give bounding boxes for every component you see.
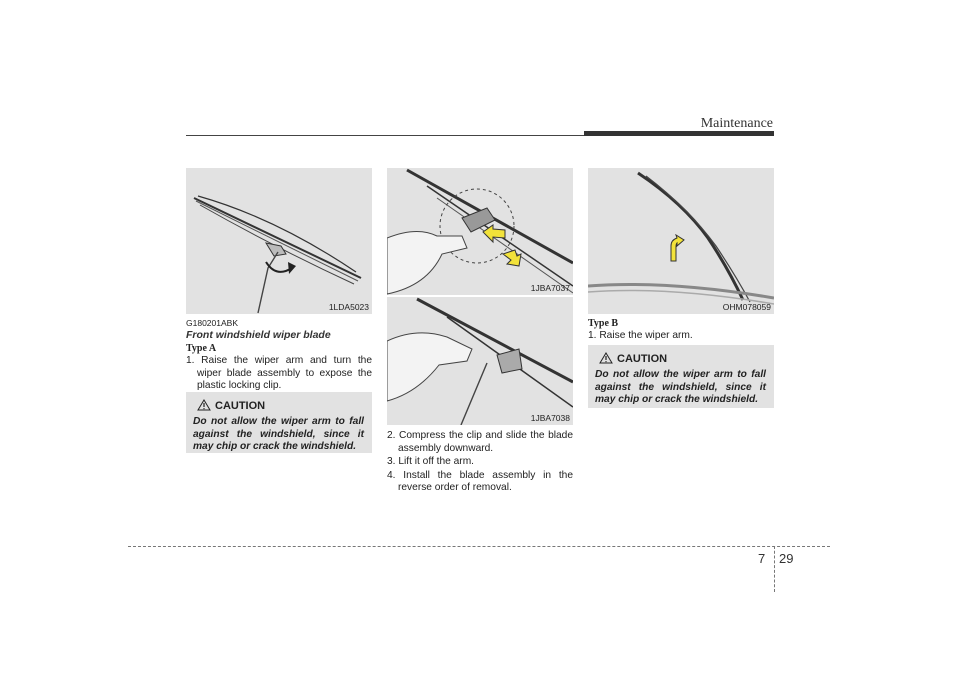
caution-title: CAUTION [215, 400, 266, 412]
chapter-number: 7 [758, 551, 766, 566]
push-arrow-icon [481, 224, 507, 244]
page-number: 29 [779, 551, 794, 566]
figure-code-top: 1JBA7037 [530, 283, 570, 293]
caution-title: CAUTION [617, 353, 668, 365]
caution-box [588, 345, 774, 408]
section-heading: Front windshield wiper blade [186, 329, 331, 341]
figure-code: OHM078059 [722, 302, 771, 312]
type-b-label: Type B [588, 318, 619, 329]
type-a-steps [186, 355, 372, 394]
doc-code: G180201ABK [186, 318, 238, 328]
raise-arm-illustration [588, 168, 774, 314]
figure-code-bottom: 1JBA7038 [530, 413, 570, 423]
warning-triangle-icon [197, 399, 211, 411]
step-2: 2. Compress the clip and slide the blade assembly downward. [387, 430, 573, 454]
caution-text: Do not allow the wiper arm to fall against the windshield, since it may chip or crack the windshield. [193, 416, 364, 452]
step-1: 1. Raise the wiper arm and turn the wiper blade assembly to expose the plastic locking clip. [186, 355, 372, 392]
caution-text: Do not allow the wiper arm to fall against the windshield, since it may chip or crack the windshield. [595, 369, 766, 405]
clip-compress-illustration [387, 168, 573, 295]
lift-off-illustration [387, 297, 573, 425]
wiper-arm-drawing [186, 168, 372, 314]
footer-divider [774, 546, 775, 592]
section-title: Maintenance [700, 116, 773, 131]
header-rule-accent [584, 131, 774, 136]
warning-triangle-icon [599, 352, 613, 364]
raise-arrow-icon [668, 234, 686, 262]
type-a-label: Type A [186, 343, 217, 354]
footer-rule [128, 546, 830, 547]
step-1: 1. Raise the wiper arm. [588, 330, 693, 341]
clip-compress-drawing [387, 168, 573, 295]
figure-code: 1LDA5023 [328, 302, 369, 312]
lift-off-drawing [387, 297, 573, 425]
wiper-arm-illustration [186, 168, 372, 314]
step-4: 4. Install the blade assembly in the reverse order of removal. [387, 469, 573, 494]
rotate-arrow-icon [262, 250, 302, 280]
type-b-steps [588, 330, 774, 344]
step-3: 3. Lift it off the arm. [387, 456, 475, 468]
slide-down-arrow-icon [501, 248, 525, 268]
removal-steps [387, 430, 573, 496]
caution-box [186, 392, 372, 453]
